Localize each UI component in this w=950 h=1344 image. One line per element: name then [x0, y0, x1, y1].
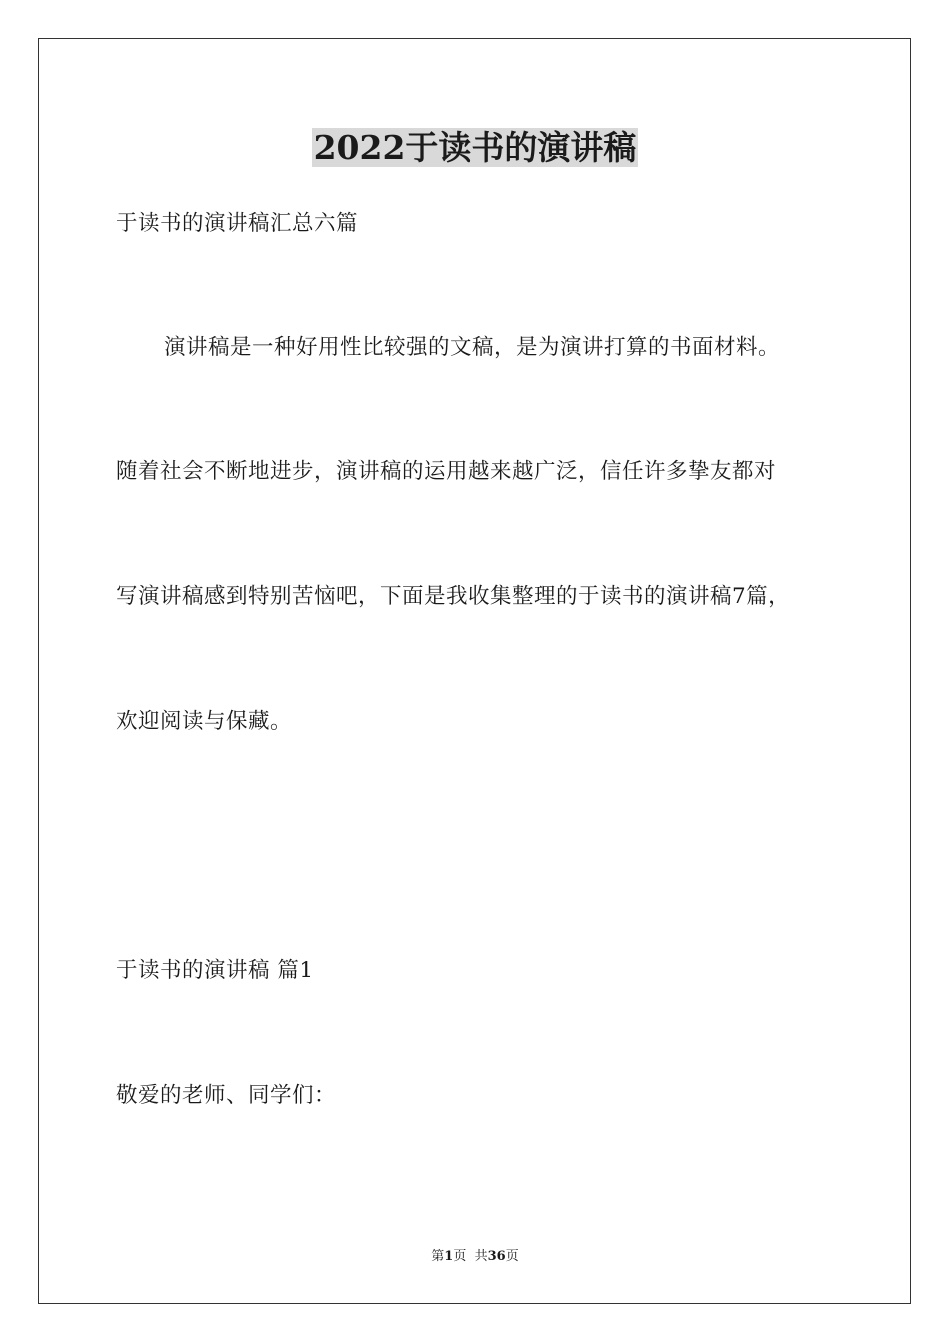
page-footer: [0, 1248, 950, 1266]
footer-prefix: 第: [431, 1249, 445, 1264]
footer-page-number: 1: [444, 1249, 454, 1264]
section-heading: 于读书的演讲稿 篇1: [116, 958, 314, 983]
greeting: 敬爱的老师、同学们：: [116, 1083, 337, 1108]
intro-line-1: 演讲稿是一种好用性比较强的文稿，是为演讲打算的书面材料。: [164, 335, 781, 360]
footer-mid: 页 共: [453, 1249, 488, 1264]
document-title: 2022于读书的演讲稿: [313, 128, 637, 167]
footer-suffix: 页: [505, 1249, 519, 1264]
footer-total-pages: 36: [487, 1249, 506, 1264]
document-title-block: [0, 126, 950, 170]
subtitle: 于读书的演讲稿汇总六篇: [116, 211, 359, 236]
intro-line-3: 写演讲稿感到特别苦恼吧，下面是我收集整理的于读书的演讲稿7篇，: [116, 584, 791, 609]
intro-line-4: 欢迎阅读与保藏。: [116, 709, 293, 734]
intro-line-2: 随着社会不断地进步，演讲稿的运用越来越广泛，信任许多挚友都对: [116, 459, 777, 484]
